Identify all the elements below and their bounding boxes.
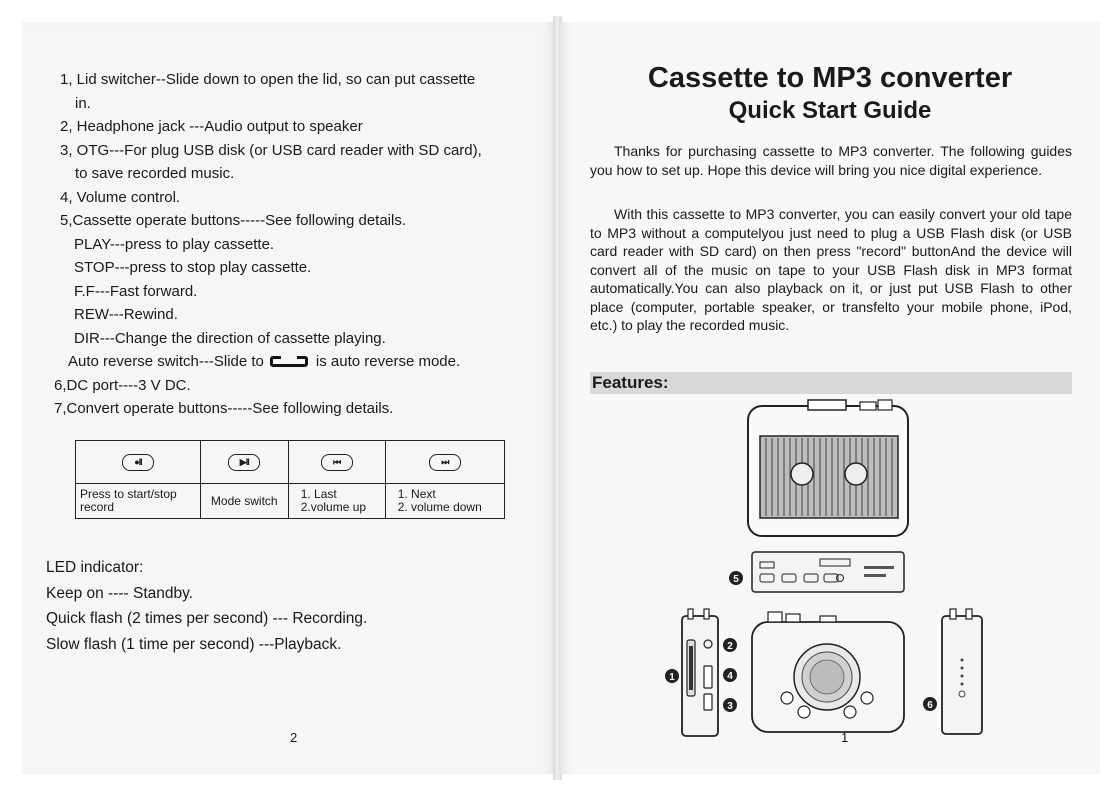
previous-button-icon: ⏮ (321, 454, 353, 471)
button-strip-view (752, 552, 904, 592)
cell-line: 2.volume up (300, 500, 367, 514)
cell-line: 2. volume down (397, 500, 482, 514)
intro-paragraph (590, 142, 1072, 179)
page-number: 1 (841, 730, 849, 745)
list-line: to save recorded music. (75, 165, 235, 182)
cell-line: Press to start/stop (80, 487, 177, 501)
led-line: Quick flash (2 times per second) --- Recording. (46, 610, 368, 627)
table-cell (76, 441, 201, 484)
paragraph-text: With this cassette to MP3 converter, you can easily convert your old tape to MP3 without a computelyou just need to plug a USB Flash disk (or USB card reader with SD card) on then press "record" buttonAnd the device will convert all of the music on tape to your USB Flash disk in MP3 format automatically.You can also playback on it, or just put USB Flash to other place (computer, portable speaker, or transfelto your mobile phone, iPod, etc.) to play the recorded music. (590, 206, 1072, 333)
button-table (75, 440, 505, 519)
list-line: is auto reverse mode. (315, 353, 461, 370)
page-subtitle: Quick Start Guide (728, 97, 932, 124)
list-line: Auto reverse switch---Slide to (68, 353, 264, 370)
description-paragraph (590, 205, 1072, 335)
callout-1: 1 (669, 672, 675, 683)
led-line: Slow flash (1 time per second) ---Playback. (46, 635, 342, 653)
list-line: 7,Convert operate buttons-----See following details. (54, 400, 394, 417)
list-line: DIR---Change the direction of cassette playing. (74, 329, 386, 347)
list-line: 1, Lid switcher--Slide down to open the lid, so can put cassette (60, 71, 476, 88)
device-front-view (752, 612, 904, 732)
page-number: 2 (290, 730, 298, 745)
right-page (560, 22, 1100, 774)
record-button-icon: ●II (122, 454, 154, 471)
callout-4: 4 (727, 671, 733, 682)
led-line: Keep on ---- Standby. (46, 584, 194, 602)
led-heading: LED indicator: (46, 559, 144, 576)
table-cell (288, 441, 385, 484)
play-pause-button-icon: ▶II (228, 454, 260, 471)
cell-line: Mode switch (210, 493, 278, 508)
list-line: 3, OTG---For plug USB disk (or USB card reader with SD card), (60, 141, 482, 159)
features-heading: Features: (592, 373, 669, 392)
table-cell (76, 484, 201, 519)
table-cell (385, 484, 504, 519)
paragraph-text: Thanks for purchasing cassette to MP3 converter. The following guides you how to set up. Hope this device will bring you nice digital experience. (590, 143, 1072, 178)
list-line: 6,DC port----3 V DC. (54, 376, 191, 394)
next-button-icon: ⏭ (429, 454, 461, 471)
callout-6: 6 (927, 700, 933, 711)
left-page (22, 22, 556, 774)
callout-5: 5 (733, 574, 739, 585)
list-line: PLAY---press to play cassette. (74, 235, 275, 253)
device-top-view (748, 400, 908, 536)
list-line: 4, Volume control. (60, 188, 181, 206)
list-line: 2, Headphone jack ---Audio output to speaker (60, 118, 363, 135)
cell-line: record (80, 500, 115, 514)
list-line: STOP---press to stop play cassette. (74, 259, 312, 276)
list-line: in. (75, 94, 91, 112)
cell-line: 1. Next (397, 487, 436, 501)
auto-reverse-line (60, 350, 550, 374)
device-right-side-view (942, 609, 982, 734)
device-left-side-view (682, 609, 718, 736)
list-line: REW---Rewind. (74, 306, 178, 323)
device-diagram (660, 394, 1000, 738)
feature-list (54, 68, 550, 421)
auto-reverse-icon (270, 356, 308, 367)
led-indicator-section (46, 555, 367, 657)
table-cell (200, 484, 288, 519)
cell-line: 1. Last (300, 487, 337, 501)
list-line: F.F---Fast forward. (74, 282, 198, 300)
callout-3: 3 (727, 701, 733, 712)
page-title: Cassette to MP3 converter (647, 62, 1013, 94)
table-cell (385, 441, 504, 484)
callout-2: 2 (727, 641, 733, 652)
table-cell (200, 441, 288, 484)
table-cell (288, 484, 385, 519)
list-line: 5,Cassette operate buttons-----See following details. (60, 212, 407, 229)
